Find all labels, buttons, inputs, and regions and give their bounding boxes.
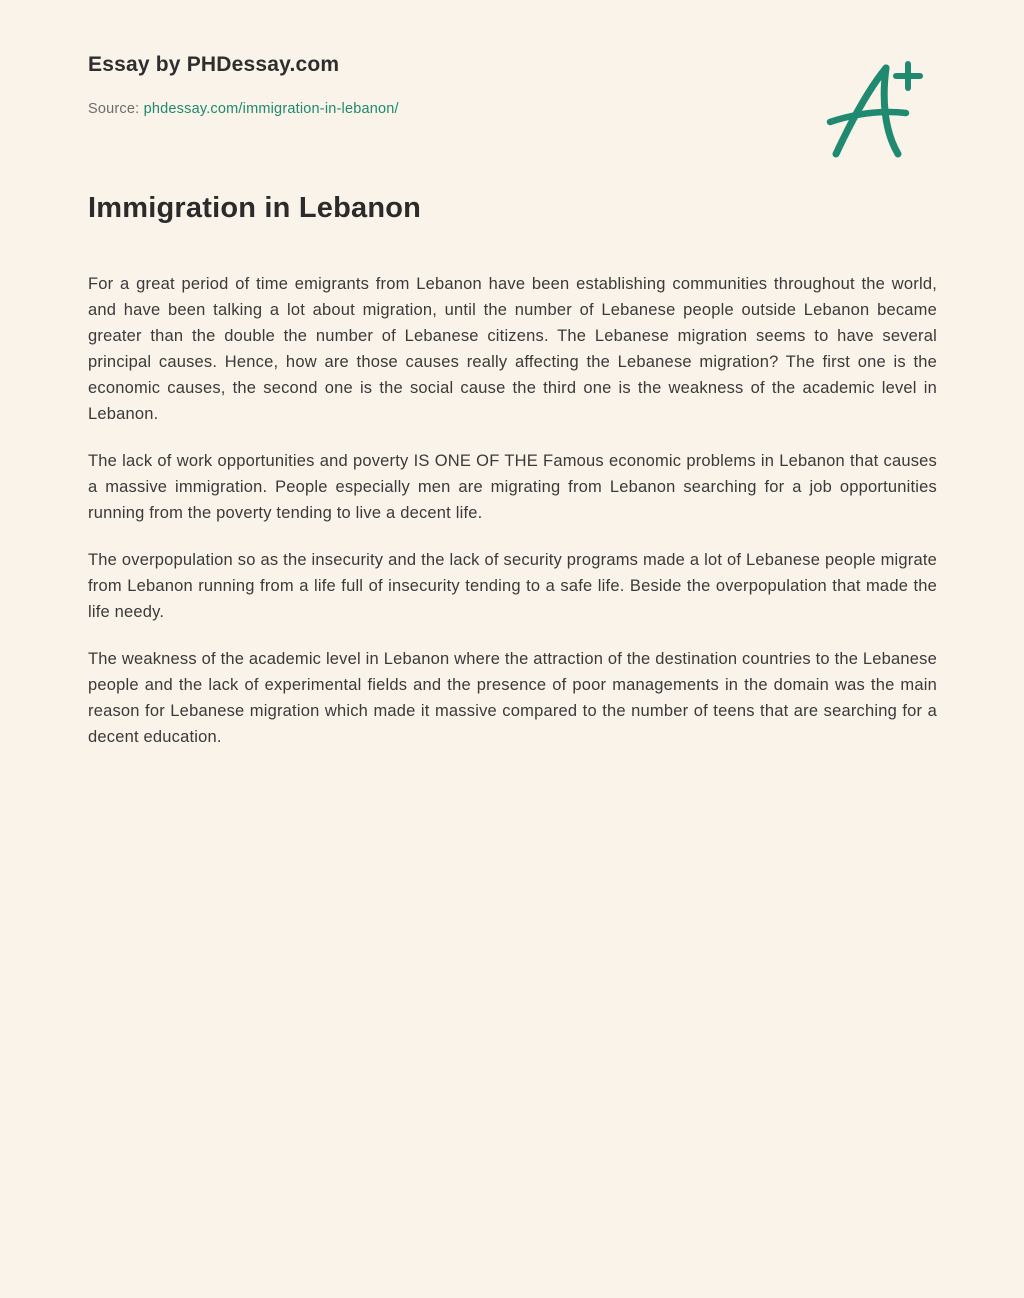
phdessay-a-plus-logo-icon: [826, 58, 924, 162]
article-paragraph: The weakness of the academic level in Lebanon where the attraction of the destination countries to the Lebanese people and the lack of experimental fields and the presence of poor managements in the domain was the main reason for Lebanese migration which made it massive compared to the number of teens that are searching for a decent education.: [88, 650, 937, 746]
article-paragraph: The overpopulation so as the insecurity and the lack of security programs made a lot of Lebanese people migrate from Lebanon running from a life full of insecurity tending to a safe life. Beside the overpopulation that made the life needy.: [88, 551, 937, 621]
page-title: Immigration in Lebanon: [88, 192, 422, 224]
article-paragraph: The lack of work opportunities and poverty IS ONE OF THE Famous economic problems in Lebanon that causes a massive immigration. People especially men are migrating from Lebanon searching for a job opportunities running from the poverty tending to live a decent life.: [88, 452, 937, 522]
article-body: [88, 271, 937, 771]
source-link[interactable]: phdessay.com/immigration-in-lebanon/: [143, 101, 399, 117]
source-line: [88, 101, 399, 117]
source-label: Source:: [88, 101, 140, 117]
essay-by-heading: Essay by PHDessay.com: [88, 53, 340, 76]
article-paragraph: For a great period of time emigrants from Lebanon have been establishing communities throughout the world, and have been talking a lot about migration, until the number of Lebanese people outside Lebanon became greater than the double the number of Lebanese citizens. The Lebanese migration seems to have several principal causes. Hence, how are those causes really affecting the Lebanese migration? The first one is the economic causes, the second one is the social cause the third one is the weakness of the academic level in Lebanon.: [88, 275, 937, 423]
